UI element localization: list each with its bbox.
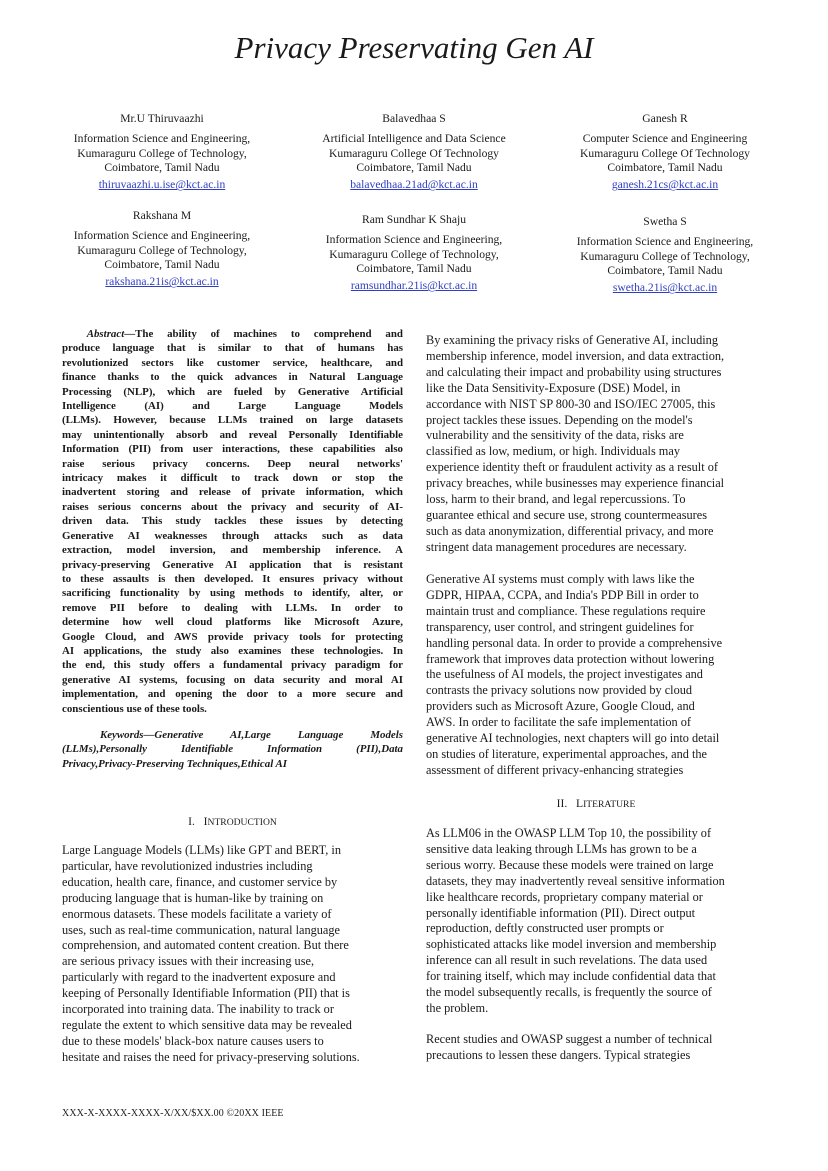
author-block-5 — [299, 213, 529, 293]
paragraph-line: framework that improves data protection without lowering — [426, 651, 715, 666]
paragraph-line: project tackles these issues. Depending on the model's — [426, 412, 693, 427]
abstract-line: produce language that is similar to that of humans has — [62, 342, 403, 355]
copyright-footer: XXX-X-XXXX-XXXX-X/XX/$XX.00 ©20XX IEEE — [62, 1108, 284, 1119]
section-title-rest: NTRODUCTION — [207, 817, 277, 828]
paragraph-line: like the Data Sensitivity-Exposure (DSE) Model, in — [426, 380, 681, 395]
paper-title: Privacy Preservating Gen AI — [234, 30, 594, 65]
paragraph-line: GDPR, HIPAA, CCPA, and India's PDP Bill in order to — [426, 587, 699, 602]
paragraph-line: guarantee ethical and secure use, strong countermeasures — [426, 507, 707, 522]
literature-paragraph-2 — [426, 1032, 766, 1064]
paragraph-line: stringent data management procedures are necessary. — [426, 539, 687, 554]
keywords-line: Privacy,Privacy-Preserving Techniques,Ethical AI — [62, 757, 288, 770]
paragraph-line: incorporated into training data. The inability to track or — [62, 1002, 334, 1017]
paragraph-line: sophisticated attacks like model inversion and membership — [426, 937, 717, 952]
paragraph-line: AWS. In order to facilitate the safe implementation of — [426, 715, 692, 730]
abstract-line: the end, this study offers a fundamental privacy paradigm for — [62, 659, 403, 672]
abstract-line: Google Cloud, and AWS provide privacy tools for protecting — [62, 630, 403, 643]
author-block-2 — [299, 112, 529, 192]
paragraph-line: classified as low, medium, or high. Individuals may — [426, 444, 680, 459]
author-affiliation-line: Kumaraguru College of Technology, — [580, 249, 750, 263]
paragraph-line: precautions to lessen these dangers. Typical strategies — [426, 1047, 691, 1062]
abstract-line: finance thanks to the quick advances in Natural Language — [62, 371, 403, 384]
paragraph-line: assessment of different privacy-enhancing strategies — [426, 762, 684, 777]
author-affiliation-line: Information Science and Engineering, — [576, 235, 754, 249]
paragraph-line: reproduction, deftly constructed user prompts or — [426, 921, 664, 936]
abstract-line: (LLMs). However, because LLMs trained on large datasets — [62, 414, 403, 427]
paragraph-line: keeping of Personally Identifiable Information (PII) that is — [62, 986, 350, 1001]
paragraph-line: serious worry. Because these models were trained on large — [426, 857, 714, 872]
abstract-line: driven data. This study tackles these issues by detecting — [62, 515, 403, 528]
abstract-line: generative AI systems, focusing on data security and moral AI — [62, 673, 403, 686]
paragraph-line: loss, harm to their brand, and legal repercussions. To — [426, 492, 686, 507]
author-email-link[interactable]: rakshana.21is@kct.ac.in — [105, 275, 219, 289]
author-email-link[interactable]: ganesh.21cs@kct.ac.in — [611, 178, 719, 192]
abstract — [62, 327, 403, 716]
author-name: Ganesh R — [642, 112, 688, 125]
paragraph-line: regulate the extent to which sensitive data may be revealed — [62, 1017, 352, 1032]
author-affiliation-line: Coimbatore, Tamil Nadu — [104, 160, 220, 174]
keywords-line-text: Keywords—Generative AI,Large Language Models — [99, 729, 403, 741]
author-affiliation-line: Coimbatore, Tamil Nadu — [607, 160, 723, 174]
paragraph-line: Large Language Models (LLMs) like GPT and BERT, in — [62, 843, 341, 857]
author-affiliation-line: Kumaraguru College of Technology, — [329, 247, 499, 261]
author-affiliation-line: Information Science and Engineering, — [73, 229, 251, 243]
paragraph-line: hesitate and raises the need for privacy-preserving solutions. — [62, 1049, 360, 1064]
abstract-line: intricacy makes it difficult to track down or stop the — [62, 472, 403, 485]
abstract-line: AI applications, the study also examines these technologies. In — [62, 644, 403, 657]
paragraph-line: education, health care, finance, and customer service by — [62, 874, 338, 889]
author-name: Ram Sundhar K Shaju — [361, 213, 466, 226]
paragraph-line: accordance with NIST SP 800-30 and ISO/IEC 27005, this — [426, 396, 716, 411]
overview-paragraph — [426, 333, 766, 556]
paragraph-line: contrasts the privacy solutions now provided by cloud — [426, 683, 693, 698]
paragraph-line: particularly with regard to the inadvertent exposure and — [62, 970, 336, 985]
section-title-rest: ITERATURE — [583, 799, 636, 810]
paragraph-line: providers such as Microsoft Azure, Google Cloud, and — [426, 699, 695, 714]
author-email-link[interactable]: swetha.21is@kct.ac.in — [612, 281, 718, 295]
paragraph-line: particular, have revolutionized industries including — [62, 858, 313, 873]
paragraph-line: sensitive data leaking through LLMs has grown to be a — [426, 841, 697, 856]
paragraph-line: uses, such as real-time communication, natural language — [62, 922, 340, 937]
author-name: Balavedhaa S — [382, 112, 446, 125]
abstract-line: may unintentionally absorb and reveal Personally Identifiable — [62, 428, 403, 441]
abstract-line: implementation, and opening the door to a more secure and — [62, 688, 403, 701]
paragraph-line: the model subsequently recalls, is frequently the source of — [426, 985, 712, 1000]
paragraph-line: By examining the privacy risks of Generative AI, including — [426, 333, 718, 347]
author-affiliation-line: Information Science and Engineering, — [325, 233, 503, 247]
abstract-line: Intelligence (AI) and Large Language Models — [62, 400, 403, 413]
abstract-line-text: —The ability of machines to comprehend and — [124, 328, 403, 340]
author-affiliation-line: Computer Science and Engineering — [582, 132, 748, 146]
paragraph-line: due to these models' black-box nature causes users to — [62, 1033, 324, 1048]
abstract-line: extraction, model inversion, and membership inference. A — [62, 544, 403, 557]
section-number: I. — [188, 815, 195, 828]
paragraph-line: Recent studies and OWASP suggest a number of technical — [426, 1032, 713, 1046]
abstract-line: Generative AI weaknesses through attacks such as data — [62, 529, 403, 542]
paragraph-line: on studies of literature, experimental approaches, and the — [426, 746, 708, 761]
paragraph-line: maintain trust and compliance. These regulations require — [426, 603, 706, 618]
paragraph-line: Generative AI systems must comply with laws like the — [426, 572, 695, 586]
author-block-4 — [47, 209, 277, 289]
author-block-3 — [550, 112, 780, 192]
paragraph-line: membership inference, model inversion, and data extraction, — [426, 348, 725, 363]
paragraph-line: and calculating their impact and probability using structures — [426, 364, 722, 379]
paragraph-line: enormous datasets. These models facilitate a variety of — [62, 906, 332, 921]
author-block-6 — [550, 215, 780, 295]
author-email-link[interactable]: thiruvaazhi.u.ise@kct.ac.in — [98, 178, 226, 192]
author-name: Rakshana M — [132, 209, 192, 222]
author-affiliation-line: Information Science and Engineering, — [73, 132, 251, 146]
abstract-line: revolutionized sectors like customer service, healthcare, and — [62, 356, 403, 369]
paragraph-line: such as data anonymization, differential privacy, and more — [426, 523, 714, 538]
literature-paragraph — [426, 826, 766, 1017]
abstract-label: Abstract — [86, 328, 125, 340]
section-number: II. — [556, 797, 568, 810]
section-title-initial: I — [203, 815, 208, 828]
paragraph-line: the problem. — [426, 1000, 489, 1015]
paragraph-line: transparency, user control, and stringent guidelines for — [426, 619, 694, 634]
author-name: Mr.U Thiruvaazhi — [120, 112, 204, 125]
paragraph-line: experience identity theft or fraudulent activity as a result of — [426, 460, 718, 475]
author-affiliation-line: Kumaraguru College of Technology, — [77, 146, 247, 160]
paragraph-line: datasets, they may inadvertently reveal sensitive information — [426, 873, 725, 888]
author-email-link[interactable]: ramsundhar.21is@kct.ac.in — [350, 279, 478, 293]
keywords-line — [62, 728, 403, 742]
author-affiliation-line: Coimbatore, Tamil Nadu — [356, 160, 472, 174]
paragraph-line: the usefulness of AI models, the project investigates and — [426, 667, 703, 682]
abstract-line — [62, 327, 403, 341]
keywords — [62, 728, 403, 771]
author-affiliation-line: Kumaraguru College Of Technology — [329, 146, 499, 160]
abstract-line: privacy-preserving Generative AI application that is resistant — [62, 558, 403, 571]
section-heading-literature — [426, 797, 766, 810]
author-block-1 — [47, 112, 277, 192]
paragraph-line: inference can all result in such revelations. The data used — [426, 953, 708, 968]
author-affiliation-line: Coimbatore, Tamil Nadu — [607, 263, 723, 277]
author-name: Swetha S — [643, 215, 687, 228]
paragraph-line: producing language that is human-like by training on — [62, 890, 324, 905]
paragraph-line: As LLM06 in the OWASP LLM Top 10, the possibility of — [426, 826, 712, 840]
author-affiliation-line: Kumaraguru College Of Technology — [580, 146, 750, 160]
paragraph-line: personally identifiable information (PII). Direct output — [426, 905, 696, 920]
abstract-line: inadvertent storing and release of private information, which — [62, 486, 403, 499]
keywords-line: (LLMs),Personally Identifiable Information (PII),Data — [62, 743, 403, 756]
compliance-paragraph — [426, 572, 766, 779]
abstract-line: conscientious use of these tools. — [62, 702, 207, 715]
paragraph-line: for training itself, which may include confidential data that — [426, 969, 716, 984]
author-email-link[interactable]: balavedhaa.21ad@kct.ac.in — [350, 178, 478, 192]
paragraph-line: vulnerability and the sensitivity of the data, risks are — [426, 428, 684, 443]
abstract-line: raises serious concerns about the privacy and security of AI- — [62, 500, 403, 513]
section-heading-introduction — [62, 815, 403, 828]
paragraph-line: are serious privacy issues with their increasing use, — [62, 954, 315, 969]
author-affiliation-line: Artificial Intelligence and Data Science — [322, 132, 506, 146]
paragraph-line: like healthcare records, proprietary company material or — [426, 889, 703, 904]
author-affiliation-line: Coimbatore, Tamil Nadu — [104, 257, 220, 271]
section-title-initial: L — [576, 797, 584, 810]
author-affiliation-line: Coimbatore, Tamil Nadu — [356, 261, 472, 275]
paragraph-line: comprehension, and automated content creation. But there — [62, 938, 349, 953]
abstract-line: Information (PII) from user interactions, these capabilities also — [62, 443, 403, 456]
paragraph-line: handling personal data. In order to provide a comprehensive — [426, 635, 723, 650]
abstract-line: to these assaults is then developed. It ensures privacy without — [62, 572, 403, 585]
abstract-line: sacrificing functionality by using methods to identify, alter, or — [62, 587, 403, 600]
introduction-paragraph — [62, 843, 403, 1066]
paragraph-line: generative AI technologies, next chapters will go into detail — [426, 731, 720, 746]
author-affiliation-line: Kumaraguru College of Technology, — [77, 243, 247, 257]
abstract-line: raise serious privacy concerns. Deep neural networks' — [62, 457, 403, 470]
paragraph-line: privacy breaches, while businesses may experience financial — [426, 476, 725, 491]
abstract-line: Processing (NLP), which are fueled by Generative Artificial — [62, 385, 403, 398]
abstract-line: remove PII before to dealing with LLMs. In order to — [62, 601, 403, 614]
abstract-line: determine how well cloud platforms like Microsoft Azure, — [62, 616, 403, 629]
